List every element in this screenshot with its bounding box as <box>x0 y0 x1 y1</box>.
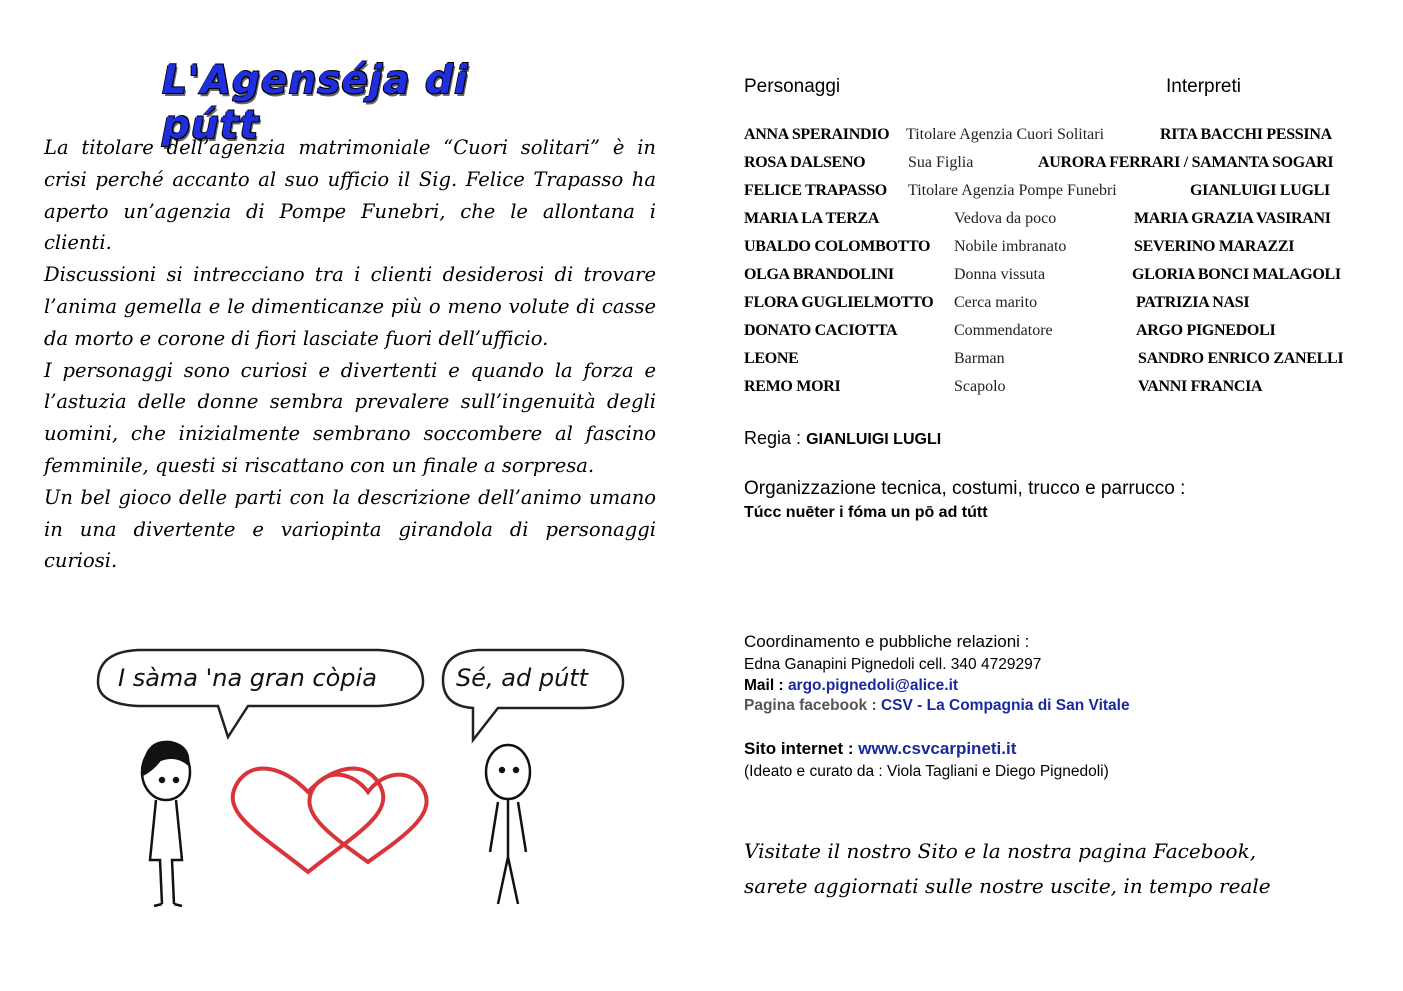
outro-line-1: Visitate il nostro Sito e la nostra pagina Facebook, <box>744 839 1257 863</box>
actor-name: VANNI FRANCIA <box>1138 378 1263 395</box>
site-link[interactable]: www.csvcarpineti.it <box>858 739 1017 758</box>
description-paragraph-3: I personaggi sono curiosi e divertenti e quando la forza e l’astuzia delle donne sembra prevalere sull’ingenuità degli uomini, che inizialmente sembrano soccombere al fascino femminile, questi si riscattano con un finale a sorpresa. <box>44 358 656 477</box>
actor-name: AURORA FERRARI / SAMANTA SOGARI <box>1038 154 1334 171</box>
character-name: FELICE TRAPASSO <box>744 182 887 199</box>
character-name: ROSA DALSENO <box>744 154 866 171</box>
character-role: Titolare Agenzia Cuori Solitari <box>906 126 1105 143</box>
header-interpreti: Interpreti <box>1166 76 1241 97</box>
mail-link[interactable]: argo.pignedoli@alice.it <box>787 677 959 694</box>
header-personaggi: Personaggi <box>744 76 841 97</box>
actor-name: ARGO PIGNEDOLI <box>1136 322 1276 339</box>
actor-name: PATRIZIA NASI <box>1136 294 1250 311</box>
outro-line-2: sarete aggiornati sulle nostre uscite, in tempo reale <box>744 874 1271 898</box>
facebook-label: Pagina facebook : <box>744 697 877 714</box>
contact-person: Edna Ganapini Pignedoli cell. 340 4729297 <box>744 656 1042 673</box>
character-name: MARIA LA TERZA <box>744 210 880 227</box>
actor-name: MARIA GRAZIA VASIRANI <box>1134 210 1331 227</box>
actor-name: SEVERINO MARAZZI <box>1134 238 1295 255</box>
character-role: Vedova da poco <box>954 210 1057 227</box>
credits: (Ideato e curato da : Viola Tagliani e Diego Pignedoli) <box>744 763 1109 780</box>
mail-label: Mail : <box>744 677 784 694</box>
bubble-right-text: Sé, ad pútt <box>456 664 589 692</box>
character-role: Donna vissuta <box>954 266 1046 283</box>
heart-right <box>309 775 426 862</box>
site-line <box>744 739 1016 759</box>
character-name: DONATO CACIOTTA <box>744 322 898 339</box>
character-name: LEONE <box>744 350 799 367</box>
bubble-left-text: I sàma 'na gran còpia <box>118 664 377 692</box>
organizzazione-label: Organizzazione tecnica, costumi, trucco e parrucco : <box>744 478 1186 499</box>
description-paragraph-1: La titolare dell’agenzia matrimoniale “Cuori solitari” è in crisi perché accanto al suo ufficio il Sig. Felice Trapasso ha aperto un’agenzia di Pompe Funebri, che le allontana i clienti. <box>44 136 656 255</box>
couple-illustration <box>78 642 628 932</box>
woman-figure <box>142 742 190 906</box>
character-role: Sua Figlia <box>908 154 974 171</box>
plot-description <box>44 132 656 577</box>
character-name: ANNA SPERAINDIO <box>744 126 890 143</box>
site-label: Sito internet : <box>744 739 854 758</box>
actor-name: GIANLUIGI LUGLI <box>1190 182 1330 199</box>
regia-value: GIANLUIGI LUGLI <box>806 431 942 448</box>
page-title: L'Agenséja di pútt <box>162 58 469 148</box>
organizzazione-value: Túcc nuēter i fóma un pō ad tútt <box>744 504 988 521</box>
character-role: Cerca marito <box>954 294 1038 311</box>
facebook-link[interactable]: CSV - La Compagnia di San Vitale <box>880 697 1130 714</box>
mail-line <box>744 677 958 695</box>
outro-message <box>744 834 1364 904</box>
man-figure <box>486 745 530 904</box>
description-paragraph-4: Un bel gioco delle parti con la descrizione dell’animo umano in una divertente e variopinta girandola di personaggi curiosi. <box>44 485 656 573</box>
actor-name: SANDRO ENRICO ZANELLI <box>1138 350 1344 367</box>
character-name: REMO MORI <box>744 378 841 395</box>
character-role: Barman <box>954 350 1005 367</box>
character-role: Scapolo <box>954 378 1006 395</box>
character-name: UBALDO COLOMBOTTO <box>744 238 931 255</box>
actor-name: RITA BACCHI PESSINA <box>1160 126 1332 143</box>
character-role: Nobile imbranato <box>954 238 1067 255</box>
regia-line <box>744 428 941 449</box>
character-name: FLORA GUGLIELMOTTO <box>744 294 934 311</box>
character-name: OLGA BRANDOLINI <box>744 266 894 283</box>
coordinamento-label: Coordinamento e pubbliche relazioni : <box>744 632 1030 651</box>
facebook-line <box>744 697 1130 715</box>
regia-label: Regia : <box>744 428 802 448</box>
description-paragraph-2: Discussioni si intrecciano tra i clienti desiderosi di trovare l’anima gemella e le dimenticanze più o meno volute di casse da morto e corone di fiori lasciate fuori dell’ufficio. <box>44 263 656 350</box>
character-role: Titolare Agenzia Pompe Funebri <box>908 182 1117 199</box>
character-role: Commendatore <box>954 322 1053 339</box>
actor-name: GLORIA BONCI MALAGOLI <box>1132 266 1341 283</box>
